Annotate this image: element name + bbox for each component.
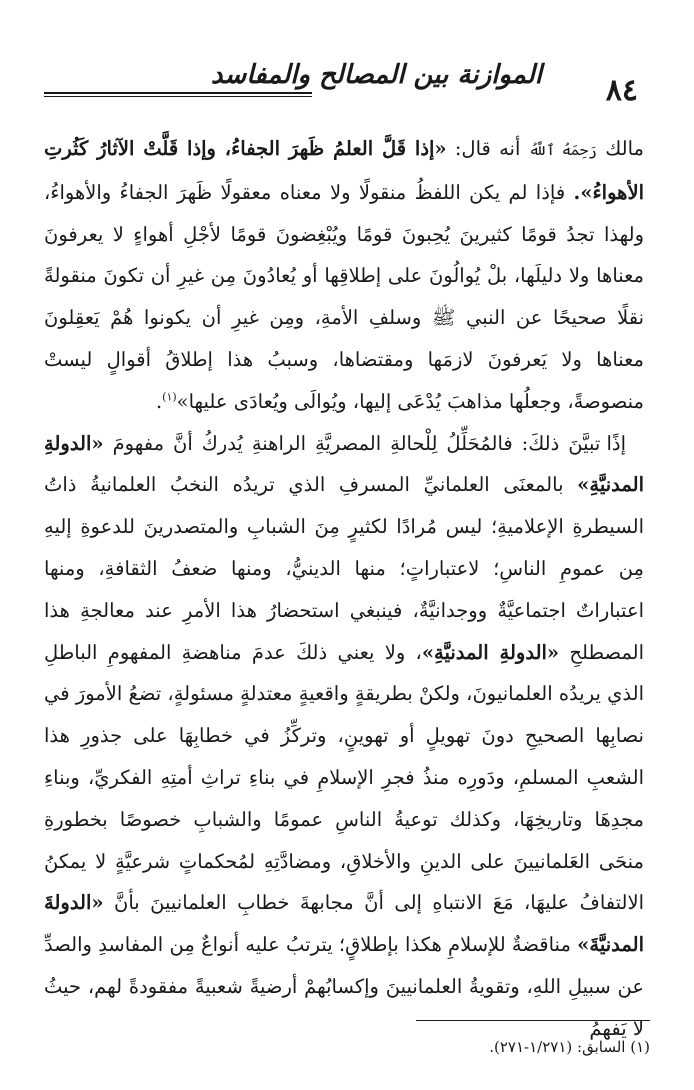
- p2-end: مناقضةٌ للإسلامِ هكذا بإطلاقٍ؛ يترتبُ عليه أنواعٌ مِن المفاسدِ والصدِّ عن سبيلِ اللهِ، وتقويةُ العلمانيينَ وإكسابُهمْ أرضيةً شعبيةً مفقودةً لهم، حيثُ لا يَفهمُ: [44, 933, 644, 1040]
- p1-lead: مالك: [605, 137, 644, 160]
- p2-mid: بالمعنَى العلمانيِّ المسرفِ الذي تريدُه النخبُ العلمانيةُ ذاتُ السيطرةِ الإعلاميةِ؛ ليس مُرادًا لكثيرٍ مِنَ الشبابِ والمتصدرينَ للدعوةِ إليهِ مِن عمومِ الناسِ؛ لاعتباراتٍ؛ منها الدينيُّ، ومنها ضعفُ الثقافةِ، ومنها اعتباراتٌ اجتماعيَّةٌ ووجدانيَّةٌ، فينبغي استحضارُ هذا الأمرِ عند معالجةِ هذا المصطلحِ: [44, 473, 644, 664]
- p1-rest: فإذا لم يكن اللفظُ منقولًا ولا معناه معقولًا ظَهرَ الجفاءُ والأهواءُ، ولهذا تجدُ قومًا كثيرينَ يُحِبونَ قومًا ويُبْغِضونَ قومًا لأجْلِ أهواءٍ لا يعرفونَ معناها ولا دليلَها، بلْ يُوالُونَ على إطلاقِها أو يُعادُونَ مِن غيرِ أن تكونَ منقولةً نقلًا صحيحًا عن النبي ﷺ وسلفِ الأمةِ، ومِن غيرِ أن يكونوا هُمْ يَعقِلونَ معناها ولا يَعرفونَ لازمَها ومقتضاها، وسببُ هذا إطلاقُ أقوالٍ ليستْ منصوصةً، وجعلُها مذاهبَ يُدْعَى إليها، ويُوالَى ويُعادَى عليها»: [44, 180, 644, 413]
- p2-rest: ، ولا يعني ذلكَ عدمَ مناهضةِ المفهومِ الباطلِ الذي يريدُه العلمانيونَ، ولكنْ بطريقةٍ واقعيةٍ معتدلةٍ مسئولةٍ، تضعُ الأمورَ في نصابِها الصحيحِ دونَ تهويلٍ أو تهوينٍ، وتركِّزُ في خطابِهَا على جذورِ هذا الشعبِ المسلمِ، ودَورِه منذُ فجرِ الإسلامِ في بناءِ تراثِ أمتِهِ الفكريِّ، وبناءِ مجدِهَا وتاريخِهَا، وكذلك توعيةُ الناسِ عمومًا والشبابِ خصوصًا بخطورةِ منحَى العَلمانيينَ على الدينِ والأخلاقِ، ومضادَّتِهِ لمُحكماتٍ شرعيَّةٍ لا يمكنُ الالتفافُ عليهَا، مَعَ الانتباهِ إلى أنَّ مجابهةَ خطابِ العلمانيينَ بأنَّ: [44, 640, 644, 915]
- p2-intro: إذًا تبيَّنَ ذلكَ: فالمُحَلِّلُ لِلْحالةِ المصريَّةِ الراهنةِ يُدركُ أنَّ مفهومَ: [103, 431, 627, 455]
- footnote-reference: (١): [162, 390, 177, 404]
- footnote: (١) السابق: (١/٢٧١-٢٧١).: [489, 1038, 650, 1056]
- term-civil-state-2: «الدولةِ المدنيَّةِ»: [421, 640, 560, 664]
- paragraph-2: [44, 423, 644, 1050]
- page-number: ٨٤: [605, 73, 638, 108]
- header-rule: [44, 92, 312, 97]
- paragraph-1: مالك رَحِمَهُ ٱللَّهُ أنه قال: «إذا قَلَّ العلمُ ظَهرَ الجفاءُ، وإذا قَلَّتْ الآثارُ كَثُرتِ الأهواءُ». فإذا لم يكن اللفظُ منقولًا ولا معناه معقولًا ظَهرَ الجفاءُ والأهواءُ، ولهذا تجدُ قومًا كثيرينَ يُحِبونَ قومًا ويُبْغِضونَ قومًا لأجْلِ أهواءٍ لا يعرفونَ معناها ولا دليلَها، بلْ يُوالُونَ على إطلاقِها أو يُعادُونَ مِن غيرِ أن تكونَ منقولةً نقلًا صحيحًا عن النبي ﷺ وسلفِ الأمةِ، ومِن غيرِ أن يكونوا هُمْ يَعقِلونَ معناها ولا يَعرفونَ لازمَها ومقتضاها، وسببُ هذا إطلاقُ أقوالٍ ليستْ منصوصةً، وجعلُها مذاهبَ يُدْعَى إليها، ويُوالَى ويُعادَى عليها»$^{(١)}$.: [44, 137, 644, 413]
- quoted-saying: «إذا قَلَّ العلمُ ظَهرَ الجفاءُ، وإذا قَلَّتْ الآثارُ كَثُرتِ الأهواءُ».: [44, 137, 644, 204]
- term-civil-state-1: «الدولةِ المدنيَّةِ»: [44, 431, 644, 497]
- running-title: الموازنة بين المصالح والمفاسد: [210, 60, 542, 90]
- main-text: [44, 128, 644, 1050]
- page-header: [44, 52, 638, 112]
- term-civil-state-3: «الدولةَ المدنيَّةَ»: [44, 891, 644, 957]
- honorific-rahimahullah: رَحِمَهُ ٱللَّهُ: [528, 141, 597, 159]
- p1-mid: أنه قال:: [446, 137, 529, 160]
- footnote-rule: [416, 1020, 650, 1021]
